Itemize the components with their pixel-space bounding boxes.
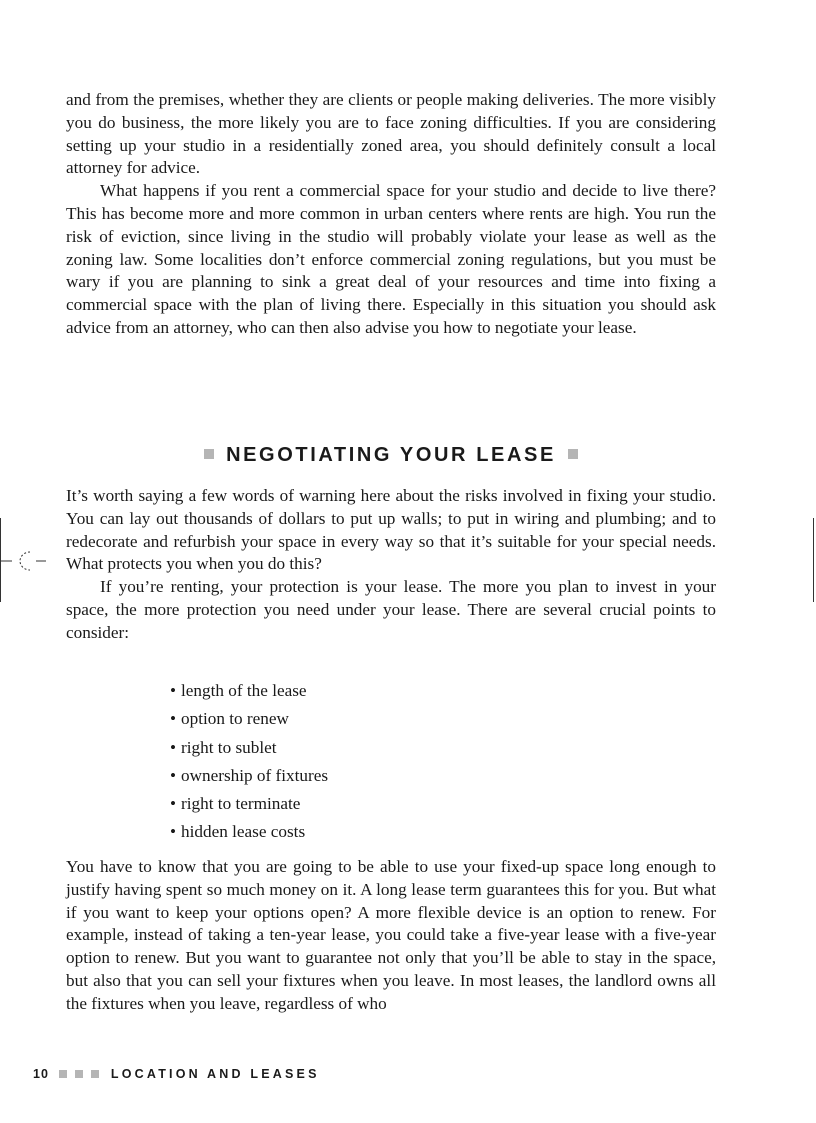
square-ornament-icon — [204, 449, 214, 459]
list-item: • right to sublet — [170, 734, 328, 762]
mid-text-block — [66, 485, 716, 645]
running-title: LOCATION AND LEASES — [110, 1067, 320, 1081]
list-item: • hidden lease costs — [170, 818, 328, 846]
registration-mark-icon — [0, 549, 48, 573]
list-item: • ownership of fixtures — [170, 762, 328, 790]
square-ornament-icon — [59, 1070, 67, 1078]
list-item: • length of the lease — [170, 677, 328, 705]
list-item: • option to renew — [170, 705, 328, 733]
square-ornament-icon — [75, 1070, 83, 1078]
page-number: 10 — [33, 1067, 49, 1081]
crop-mark-right — [813, 518, 814, 602]
paragraph-lease-protection: If you’re renting, your protection is your lease. The more you plan to invest in your space, the more protection you need under your lease. There are several crucial points to consider: — [66, 577, 716, 642]
page-footer — [33, 1067, 320, 1081]
list-item: • right to terminate — [170, 790, 328, 818]
paragraph-lease-term: You have to know that you are going to be able to use your fixed-up space long enough to justify having spent so much money on it. A long lease term guarantees this for you. But what if you want to keep your options open? A more flexible device is an option to renew. For example, instead of taking a ten-year lease, you could take a five-year lease with a five-year option to renew. But you want to guarantee not only that you’ll be able to stay in the space, but also that you can sell your fixtures when you leave. In most leases, the landlord owns all the fixtures when you leave, regardless of who — [66, 857, 716, 1013]
top-text-block — [66, 89, 716, 340]
bottom-text-block — [66, 856, 716, 1016]
paragraph-living-in-studio: What happens if you rent a commercial space for your studio and decide to live there? This has become more and more common in urban centers where rents are high. You run the risk of eviction, since living in the studio will probably violate your lease as well as the zoning law. Some localities don’t enforce commercial zoning regulations, but you must be wary if you are planning to sink a great deal of your resources and time into fixing a commercial space with the plan of living there. Especially in this situation you should ask advice from an attorney, who can then also advise you how to negotiate your lease. — [66, 181, 716, 337]
square-ornament-icon — [91, 1070, 99, 1078]
square-ornament-icon — [568, 449, 578, 459]
paragraph-zoning-difficulties: and from the premises, whether they are clients or people making deliveries. The more visibly you do business, the more likely you are to face zoning difficulties. If you are considering setting up your studio in a residentially zoned area, you should definitely consult a local attorney for advice. — [66, 90, 716, 178]
lease-points-list — [170, 677, 328, 847]
section-heading — [0, 444, 782, 467]
section-heading-text: NEGOTIATING YOUR LEASE — [226, 444, 556, 466]
paragraph-risks-warning: It’s worth saying a few words of warning here about the risks involved in fixing your studio. You can lay out thousands of dollars to put up walls; to put in wiring and plumbing; and to redecorate and refurbish your space in every way so that it’s suitable for your special needs. What protects you when you do this? — [66, 486, 716, 574]
